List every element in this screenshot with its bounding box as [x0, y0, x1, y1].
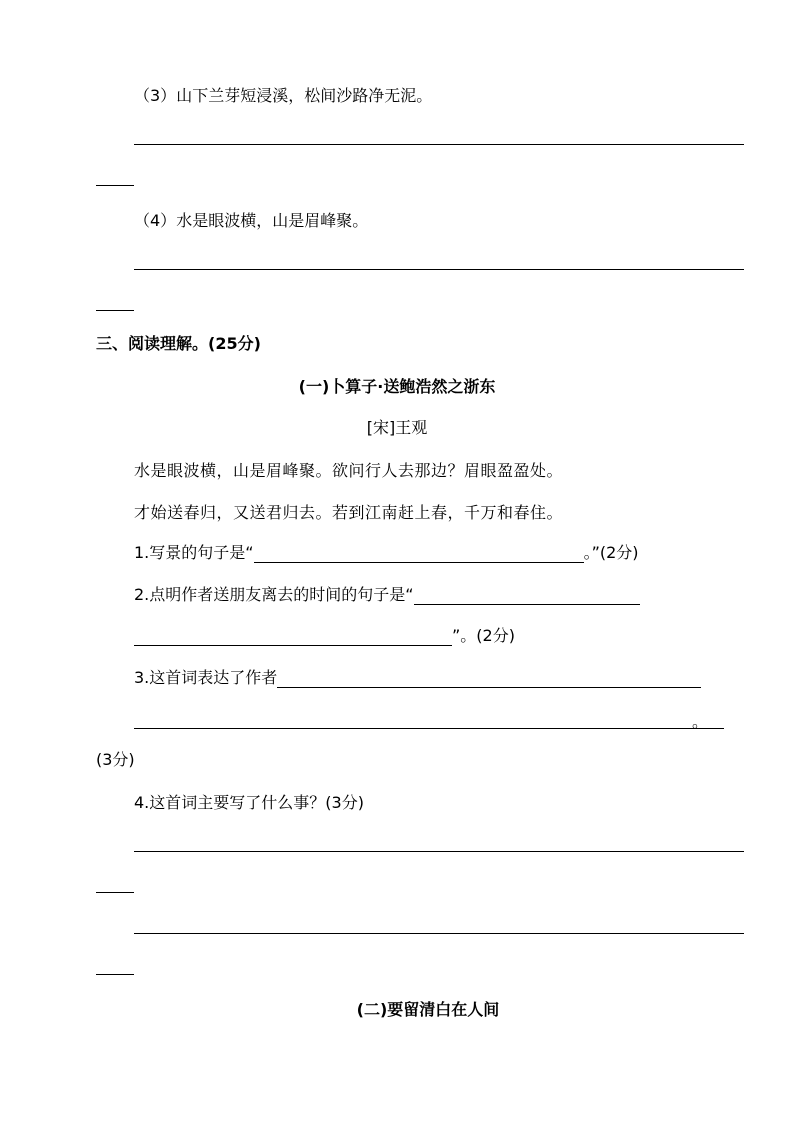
item-number: （3） [134, 86, 177, 105]
question-1 [134, 543, 639, 563]
translation-item-4 [134, 211, 368, 231]
question-2-line2 [134, 626, 515, 646]
item-text: 水是眼波横，山是眉峰聚。 [176, 211, 369, 230]
answer-line-tail[interactable] [96, 310, 134, 311]
question-1-blank[interactable] [254, 546, 584, 563]
section-heading: 三、阅读理解。(25分) [96, 334, 261, 353]
translation-item-3 [134, 86, 432, 106]
question-1-suffix: 。”(2分) [583, 543, 639, 562]
answer-line-tail[interactable] [96, 892, 134, 893]
answer-line[interactable] [134, 933, 744, 934]
answer-line-tail[interactable] [96, 185, 134, 186]
question-3-blank[interactable] [277, 671, 701, 688]
poem-author: [宋]王观 [366, 418, 428, 437]
passage-title: (一)卜算子·送鲍浩然之浙东 [298, 377, 496, 396]
answer-line-tail[interactable] [96, 974, 134, 975]
poem-line-2: 才始送春归，又送君归去。若到江南赶上春，千万和春住。 [134, 503, 564, 522]
item-text: 山下兰芽短浸溪，松间沙路净无泥。 [176, 86, 433, 105]
item-number: （4） [134, 211, 177, 230]
question-4: 4.这首词主要写了什么事？(3分) [134, 793, 364, 812]
question-3-score: (3分) [96, 750, 135, 769]
question-3-prefix: 3.这首词表达了作者 [134, 668, 278, 687]
answer-line[interactable] [134, 269, 744, 270]
question-2-blank[interactable] [414, 588, 640, 605]
question-2 [134, 585, 640, 605]
poem-line-1: 水是眼波横，山是眉峰聚。欲问行人去那边？眉眼盈盈处。 [134, 461, 564, 480]
question-1-prefix: 1.写景的句子是“ [134, 543, 254, 562]
answer-line[interactable] [134, 851, 744, 852]
question-3-end: 。 [692, 712, 724, 729]
question-2-prefix: 2.点明作者送朋友离去的时间的句子是“ [134, 585, 414, 604]
question-2-suffix: ”。(2分) [452, 626, 515, 645]
question-3-line2 [134, 709, 724, 729]
question-3 [134, 668, 701, 688]
question-2-blank-2[interactable] [134, 629, 452, 646]
answer-line[interactable] [134, 144, 744, 145]
question-3-blank-2[interactable] [134, 712, 692, 729]
passage-title-2: (二)要留清白在人间 [356, 1000, 500, 1019]
